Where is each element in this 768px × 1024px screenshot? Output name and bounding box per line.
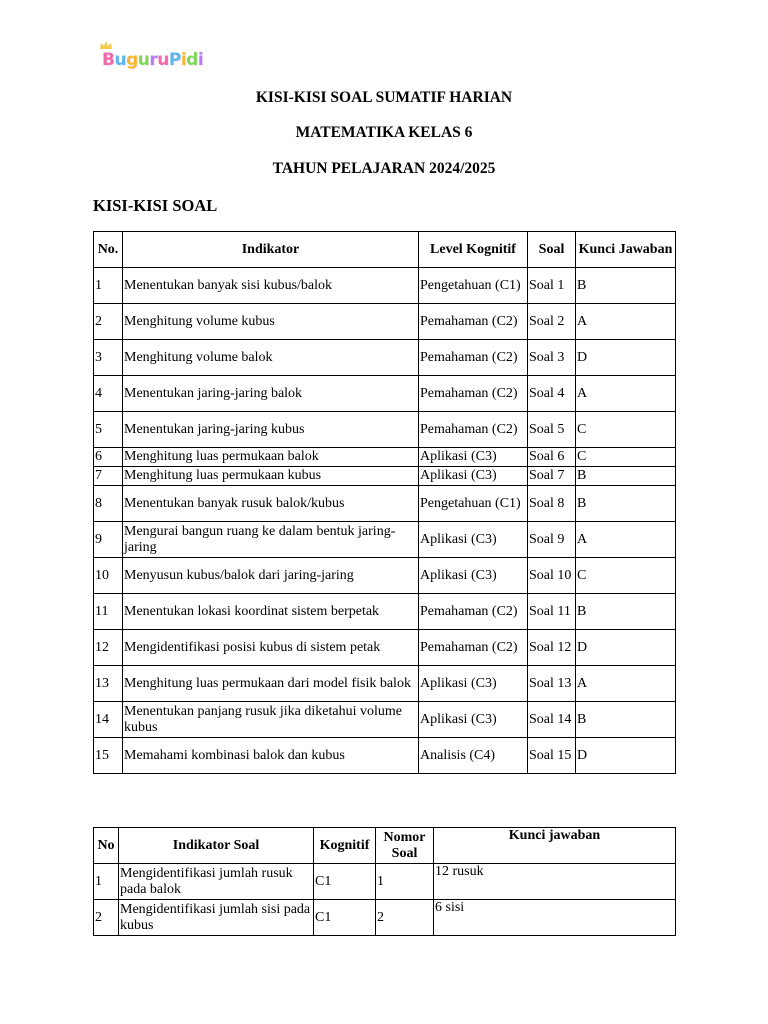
cell-soal: Soal 12 bbox=[528, 630, 576, 666]
indikator-soal-table bbox=[93, 827, 676, 936]
table-row bbox=[94, 702, 676, 738]
cell-level-kognitif: Pemahaman (C2) bbox=[419, 340, 528, 376]
table-header-row bbox=[94, 232, 676, 268]
table-row bbox=[94, 486, 676, 522]
document-title: KISI-KISI SOAL SUMATIF HARIAN bbox=[255, 89, 513, 106]
cell-soal: Soal 6 bbox=[528, 448, 576, 467]
table-row bbox=[94, 558, 676, 594]
cell-level-kognitif: Pemahaman (C2) bbox=[419, 594, 528, 630]
cell-nomor-soal: 2 bbox=[376, 900, 434, 936]
cell-soal: Soal 14 bbox=[528, 702, 576, 738]
cell-indikator-soal: Mengidentifikasi jumlah sisi pada kubus bbox=[119, 900, 314, 936]
header-kunci-jawaban: Kunci jawaban bbox=[434, 828, 676, 864]
cell-kunci-jawaban: A bbox=[576, 376, 676, 412]
logo-letter: g bbox=[126, 50, 138, 70]
cell-indikator-soal: Mengidentifikasi jumlah rusuk pada balok bbox=[119, 864, 314, 900]
cell-level-kognitif: Analisis (C4) bbox=[419, 738, 528, 774]
cell-no: 7 bbox=[94, 467, 123, 486]
cell-soal: Soal 9 bbox=[528, 522, 576, 558]
logo-letter: B bbox=[102, 50, 115, 70]
cell-soal: Soal 15 bbox=[528, 738, 576, 774]
cell-soal: Soal 11 bbox=[528, 594, 576, 630]
crown-icon bbox=[100, 41, 112, 49]
cell-indikator: Menghitung luas permukaan dari model fisik balok bbox=[123, 666, 419, 702]
cell-soal: Soal 2 bbox=[528, 304, 576, 340]
cell-level-kognitif: Pengetahuan (C1) bbox=[419, 268, 528, 304]
cell-indikator: Memahami kombinasi balok dan kubus bbox=[123, 738, 419, 774]
document-subject: MATEMATIKA KELAS 6 bbox=[295, 124, 473, 141]
cell-kognitif: C1 bbox=[314, 900, 376, 936]
cell-no: 1 bbox=[94, 864, 119, 900]
cell-no: 4 bbox=[94, 376, 123, 412]
cell-kunci-jawaban: B bbox=[576, 594, 676, 630]
header-soal: Soal bbox=[528, 232, 576, 268]
cell-kunci-jawaban: A bbox=[576, 666, 676, 702]
cell-nomor-soal: 1 bbox=[376, 864, 434, 900]
cell-kunci-jawaban: D bbox=[576, 630, 676, 666]
cell-kunci-jawaban: D bbox=[576, 340, 676, 376]
cell-no: 14 bbox=[94, 702, 123, 738]
cell-no: 8 bbox=[94, 486, 123, 522]
cell-soal: Soal 7 bbox=[528, 467, 576, 486]
table-row bbox=[94, 304, 676, 340]
logo-letter: u bbox=[157, 50, 169, 70]
cell-indikator: Menghitung volume kubus bbox=[123, 304, 419, 340]
cell-kunci-jawaban: A bbox=[576, 304, 676, 340]
logo-letter: i bbox=[180, 50, 187, 70]
table-row bbox=[94, 412, 676, 448]
cell-kunci-jawaban: C bbox=[576, 412, 676, 448]
cell-no: 15 bbox=[94, 738, 123, 774]
table-row bbox=[94, 340, 676, 376]
cell-level-kognitif: Pemahaman (C2) bbox=[419, 376, 528, 412]
header-indikator: Indikator bbox=[123, 232, 419, 268]
cell-indikator: Mengidentifikasi posisi kubus di sistem petak bbox=[123, 630, 419, 666]
header-no: No. bbox=[94, 232, 123, 268]
cell-indikator: Menentukan banyak rusuk balok/kubus bbox=[123, 486, 419, 522]
cell-indikator: Mengurai bangun ruang ke dalam bentuk jaring-jaring bbox=[123, 522, 419, 558]
table-row bbox=[94, 594, 676, 630]
cell-soal: Soal 10 bbox=[528, 558, 576, 594]
cell-kunci-jawaban: D bbox=[576, 738, 676, 774]
header-no: No bbox=[94, 828, 119, 864]
cell-soal: Soal 1 bbox=[528, 268, 576, 304]
table-row bbox=[94, 900, 676, 936]
table-row bbox=[94, 864, 676, 900]
cell-level-kognitif: Pengetahuan (C1) bbox=[419, 486, 528, 522]
cell-kunci-jawaban: B bbox=[576, 486, 676, 522]
cell-kunci-jawaban: B bbox=[576, 702, 676, 738]
cell-no: 2 bbox=[94, 900, 119, 936]
cell-soal: Soal 4 bbox=[528, 376, 576, 412]
cell-indikator: Menghitung luas permukaan balok bbox=[123, 448, 419, 467]
header-kunci-jawaban: Kunci Jawaban bbox=[576, 232, 676, 268]
table-row bbox=[94, 666, 676, 702]
cell-indikator: Menghitung luas permukaan kubus bbox=[123, 467, 419, 486]
cell-kunci-jawaban: 6 sisi bbox=[434, 900, 676, 936]
cell-soal: Soal 3 bbox=[528, 340, 576, 376]
cell-indikator: Menentukan panjang rusuk jika diketahui volume kubus bbox=[123, 702, 419, 738]
table-header-row bbox=[94, 828, 676, 864]
cell-kunci-jawaban: B bbox=[576, 467, 676, 486]
cell-no: 3 bbox=[94, 340, 123, 376]
cell-level-kognitif: Pemahaman (C2) bbox=[419, 412, 528, 448]
cell-soal: Soal 5 bbox=[528, 412, 576, 448]
cell-soal: Soal 13 bbox=[528, 666, 576, 702]
logo-text bbox=[102, 50, 203, 70]
cell-no: 6 bbox=[94, 448, 123, 467]
logo-letter: i bbox=[197, 50, 204, 70]
table-row bbox=[94, 268, 676, 304]
cell-no: 5 bbox=[94, 412, 123, 448]
cell-indikator: Menentukan jaring-jaring kubus bbox=[123, 412, 419, 448]
header-kognitif: Kognitif bbox=[314, 828, 376, 864]
cell-kognitif: C1 bbox=[314, 864, 376, 900]
cell-level-kognitif: Pemahaman (C2) bbox=[419, 630, 528, 666]
cell-level-kognitif: Aplikasi (C3) bbox=[419, 558, 528, 594]
table-row bbox=[94, 448, 676, 467]
table-row bbox=[94, 630, 676, 666]
table-row bbox=[94, 467, 676, 486]
table-row bbox=[94, 376, 676, 412]
cell-level-kognitif: Aplikasi (C3) bbox=[419, 448, 528, 467]
cell-no: 1 bbox=[94, 268, 123, 304]
cell-indikator: Menentukan banyak sisi kubus/balok bbox=[123, 268, 419, 304]
cell-indikator: Menghitung volume balok bbox=[123, 340, 419, 376]
logo-letter: d bbox=[186, 50, 198, 70]
cell-no: 12 bbox=[94, 630, 123, 666]
table-row bbox=[94, 522, 676, 558]
cell-kunci-jawaban: C bbox=[576, 448, 676, 467]
cell-kunci-jawaban: A bbox=[576, 522, 676, 558]
cell-no: 13 bbox=[94, 666, 123, 702]
cell-level-kognitif: Pemahaman (C2) bbox=[419, 304, 528, 340]
section-title: KISI-KISI SOAL bbox=[93, 196, 218, 215]
cell-indikator: Menentukan jaring-jaring balok bbox=[123, 376, 419, 412]
cell-indikator: Menyusun kubus/balok dari jaring-jaring bbox=[123, 558, 419, 594]
kisi-kisi-table bbox=[93, 231, 676, 774]
cell-level-kognitif: Aplikasi (C3) bbox=[419, 702, 528, 738]
header-indikator-soal: Indikator Soal bbox=[119, 828, 314, 864]
brand-logo bbox=[102, 45, 203, 75]
header-level-kognitif: Level Kognitif bbox=[419, 232, 528, 268]
logo-letter: u bbox=[137, 50, 150, 70]
cell-indikator: Menentukan lokasi koordinat sistem berpetak bbox=[123, 594, 419, 630]
cell-level-kognitif: Aplikasi (C3) bbox=[419, 467, 528, 486]
cell-level-kognitif: Aplikasi (C3) bbox=[419, 666, 528, 702]
document-year: TAHUN PELAJARAN 2024/2025 bbox=[272, 160, 496, 177]
cell-no: 2 bbox=[94, 304, 123, 340]
cell-soal: Soal 8 bbox=[528, 486, 576, 522]
cell-kunci-jawaban: C bbox=[576, 558, 676, 594]
cell-no: 11 bbox=[94, 594, 123, 630]
cell-no: 9 bbox=[94, 522, 123, 558]
table-row bbox=[94, 738, 676, 774]
cell-level-kognitif: Aplikasi (C3) bbox=[419, 522, 528, 558]
header-nomor-soal: Nomor Soal bbox=[376, 828, 434, 864]
logo-letter: P bbox=[168, 50, 181, 70]
cell-kunci-jawaban: 12 rusuk bbox=[434, 864, 676, 900]
cell-kunci-jawaban: B bbox=[576, 268, 676, 304]
cell-no: 10 bbox=[94, 558, 123, 594]
logo-letter: r bbox=[149, 50, 158, 70]
logo-letter: u bbox=[114, 50, 127, 70]
